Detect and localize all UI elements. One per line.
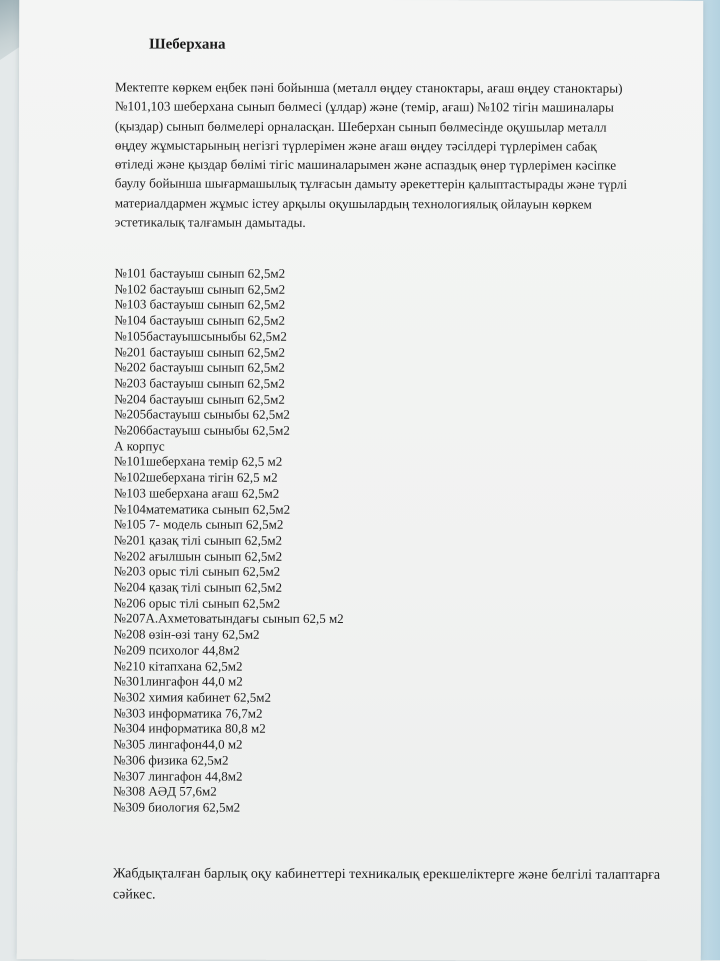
room-list-item: №102шеберхана тігін 62,5 м2 — [113, 469, 278, 485]
room-list-item: №105бастауышсыныбы 62,5м2 — [114, 328, 287, 344]
room-list-item: №307 лингафон 44,8м2 — [113, 767, 243, 784]
room-list-item: №101шеберхана темір 62,5 м2 — [114, 453, 283, 470]
room-list-item: №303 информатика 76,7м2 — [113, 705, 263, 721]
room-list-item: №203 орыс тілі сынып 62,5м2 — [113, 563, 281, 580]
intro-paragraph: Мектепте көркем еңбек пәні бойынша (металл өңдеу станоктары, ағаш өңдеу станоктары) №101,103 шеберхана сынып бөлмесі (ұлдар) және (темір, ағаш) №102 тігін машиналары (қыздар) сынып бөлмелері орналасқан. Шеберхан сынып бөлмесінде оқушылар металл өңдеу жұмыстарының негізгі түрлерімен және ағаш өңдеу тәсілдері түрлерімен сабақ өтіледі және қыздар бөлімі тігіс машиналарымен және аспаздық өнер түрлерімен кәсіпке баулу бойынша шығармашылық тұлғасын дамыту әрекеттерін қалыптастырады және түрлі материалдармен жұмыс істеу арқылы оқушылардың технологиялық ойлауын көркем эстетикалық талғамын дамытады. — [114, 79, 628, 230]
room-list-item: А корпус — [114, 438, 165, 454]
room-list-item: №201 бастауыш сынып 62,5м2 — [114, 343, 285, 360]
room-list-item: №302 химия кабинет 62,5м2 — [113, 689, 272, 705]
room-list-item: №301лингафон 44,0 м2 — [113, 673, 243, 689]
room-list — [113, 265, 344, 815]
room-list-item: №104 бастауыш сынып 62,5м2 — [114, 312, 286, 328]
room-list-item: №305 лингафон44,0 м2 — [113, 736, 243, 752]
room-list-item: №206 орыс тілі сынып 62,5м2 — [113, 595, 281, 611]
room-list-item: №204 бастауыш сынып 62,5м2 — [114, 390, 285, 407]
room-list-item: №209 психолог 44,8м2 — [113, 642, 240, 658]
room-list-item: №202 ағылшын сынып 62,5м2 — [113, 548, 283, 564]
room-list-item: №304 информатика 80,8 м2 — [113, 720, 266, 737]
room-list-item: №207А.Ахметоватындағы сынып 62,5 м2 — [113, 610, 344, 627]
room-list-item: №103 бастауыш сынып 62,5м2 — [114, 296, 286, 313]
closing-paragraph: Жабдықталған барлық оқу кабинеттері техникалық ерекшеліктерге және белгілі талаптарға сәйкес. — [112, 866, 661, 903]
room-list-item: №204 қазақ тілі сынып 62,5м2 — [113, 579, 282, 595]
room-list-item: №210 кітапхана 62,5м2 — [113, 657, 243, 674]
room-list-item: №308 АӘД 57,6м2 — [113, 783, 217, 799]
room-list-item: №206бастауыш сыныбы 62,5м2 — [114, 422, 290, 438]
room-list-item: №101 бастауыш сынып 62,5м2 — [114, 265, 286, 281]
paper-sheet — [17, 0, 704, 961]
room-list-item: №205бастауыш сыныбы 62,5м2 — [114, 406, 290, 423]
room-list-item: №103 шеберхана ағаш 62,5м2 — [113, 485, 280, 501]
room-list-item: №201 қазақ тілі сынып 62,5м2 — [113, 532, 283, 548]
room-list-item: №309 биология 62,5м2 — [113, 799, 241, 815]
room-list-item: №306 физика 62,5м2 — [113, 752, 229, 768]
room-list-item: №208 өзін-өзі тану 62,5м2 — [113, 626, 260, 642]
room-list-item: №102 бастауыш сынып 62,5м2 — [114, 281, 286, 297]
room-list-item: №202 бастауыш сынып 62,5м2 — [114, 359, 285, 376]
document-title: Шеберхана — [149, 36, 226, 53]
room-list-item: №203 бастауыш сынып 62,5м2 — [114, 375, 285, 391]
room-list-item: №105 7- модель сынып 62,5м2 — [113, 516, 284, 533]
room-list-item: №104математика сынып 62,5м2 — [113, 500, 291, 517]
